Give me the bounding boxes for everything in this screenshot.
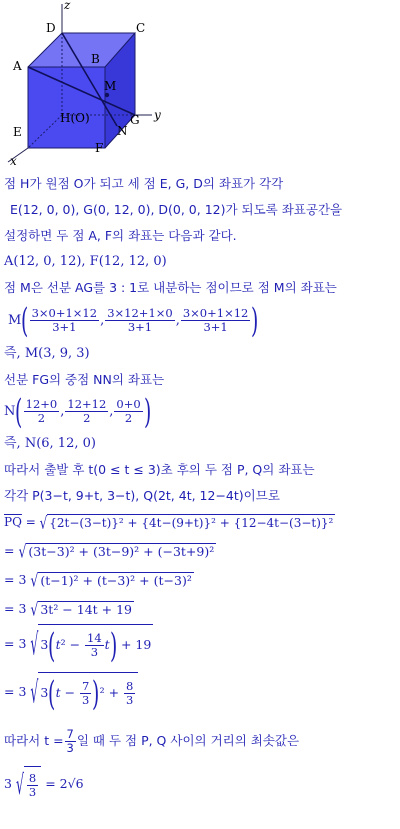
text-line-2: E(12, 0, 0), G(0, 12, 0), D(0, 0, 12)가 되도록 좌표공간을 [10,202,343,217]
label-C: C [136,21,146,35]
formula-step-1: = √ (3t−3)² + (3t−9)² + (−3t+9)² [4,540,215,562]
final-result: = 2√6 [45,776,84,791]
label-B: B [91,52,100,66]
label-x: x [10,154,17,168]
label-D: D [46,21,56,35]
text-line-3: 설정하면 두 점 A, F의 좌표는 다음과 같다. [4,228,237,243]
label-F: F [95,141,104,155]
formula-final: 3 √ $\frac{8}{3}$ = 2√6 [4,764,84,804]
label-G: G [130,113,140,127]
text-line-10: 즉, N(6, 12, 0) [4,436,96,451]
formula-step-4: = 3 √ 3(t² − $\frac{14}{3}$ t) + 19 [4,625,152,666]
cube-figure [0,0,175,170]
label-A: A [13,59,22,73]
radicand: 3t² − 14t + 19 [40,602,133,617]
label-y: y [154,108,161,122]
radicand: (t−1)² + (t−3)² + (t−3)² [40,573,192,588]
text-line-5: 점 M은 선분 AG를 3 : 1로 내분하는 점이므로 점 M의 좌표는 [4,280,337,295]
fraction: $\frac{7}{3}$ [82,679,90,707]
fraction: $\frac{12+0}{2}$ [25,397,58,425]
formula-M-label: M [8,313,22,328]
fraction: $\frac{8}{3}$ [28,771,37,799]
text-line-7: 즉, M(3, 9, 3) [4,346,90,361]
fraction: $\frac{0+0}{2}$ [116,397,141,425]
label-z: z [64,0,71,12]
point-M [105,93,109,97]
formula-step-5: = 3 √ 3(t − $\frac{7}{3}$ )² + $\frac{8}{3}$ [4,672,138,712]
text-line-4: A(12, 0, 12), F(12, 12, 0) [4,254,167,269]
fraction: $\frac{3\times 12+1\times 0}{3+1}$ [107,306,173,334]
fraction: $\frac{14}{3}$ [87,631,102,659]
label-H: H(O) [60,111,90,125]
text-line-11: 따라서 출발 후 t(0 ≤ t ≤ 3)초 후의 두 점 P, Q의 좌표는 [4,462,315,477]
fraction: $\frac{7}{3}$ [66,727,74,755]
formula-step-3: = 3 √ 3t² − 14t + 19 [4,598,133,620]
label-M: M [104,79,117,93]
label-N: N [117,124,128,138]
text-line-1: 점 H가 원점 O가 되고 세 점 E, G, D의 좌표가 각각 [4,176,284,191]
formula-step-2: = 3 √ (t−1)² + (t−3)² + (t−3)² [4,569,192,591]
fraction: $\frac{3\times 0+1\times 12}{3+1}$ [31,306,98,334]
formula-PQ: $\overline{PQ}$ = √ {2t−(3−t)}² + {4t−(9+t)}² + {12−4t−(3−t)}² [4,512,334,533]
cube-front-face [28,67,105,148]
formula-N-label: N [4,404,16,419]
fraction: $\frac{3\times 0+1\times 12}{3+1}$ [182,306,249,334]
text-line-19: 따라서 t = $\frac{7}{3}$ 일 때 두 점 P, Q 사이의 거리의 최솟값은 [4,727,300,755]
label-E: E [13,125,22,139]
fraction: $\frac{12+12}{2}$ [67,397,107,425]
PQ-label: $\overline{PQ}$ [4,515,22,529]
radicand: {2t−(3−t)}² + {4t−(9+t)}² + {12−4t−(3−t)}² [49,516,334,530]
fraction: $\frac{8}{3}$ [126,679,134,707]
formula-N-coordinates: N( $\frac{12+0}{2}$ , $\frac{12+12}{2}$ , $\frac{0+0}{2}$ ) [4,391,151,432]
text-line-12: 각각 P(3−t, 9+t, 3−t), Q(2t, 4t, 12−4t)이므로 [4,488,280,503]
radicand: (3t−3)² + (3t−9)² + (−3t+9)² [28,544,215,559]
text-line-8: 선분 FG의 중점 NN의 좌표는 [4,372,165,387]
formula-M-coordinates: M( $\frac{3\times 0+1\times 12}{3+1}$ , $\frac{3\times 12+1\times 0}{3+1}$ , $\frac{3\times 0+1\times 12}{3+1}$ ) [8,300,259,341]
